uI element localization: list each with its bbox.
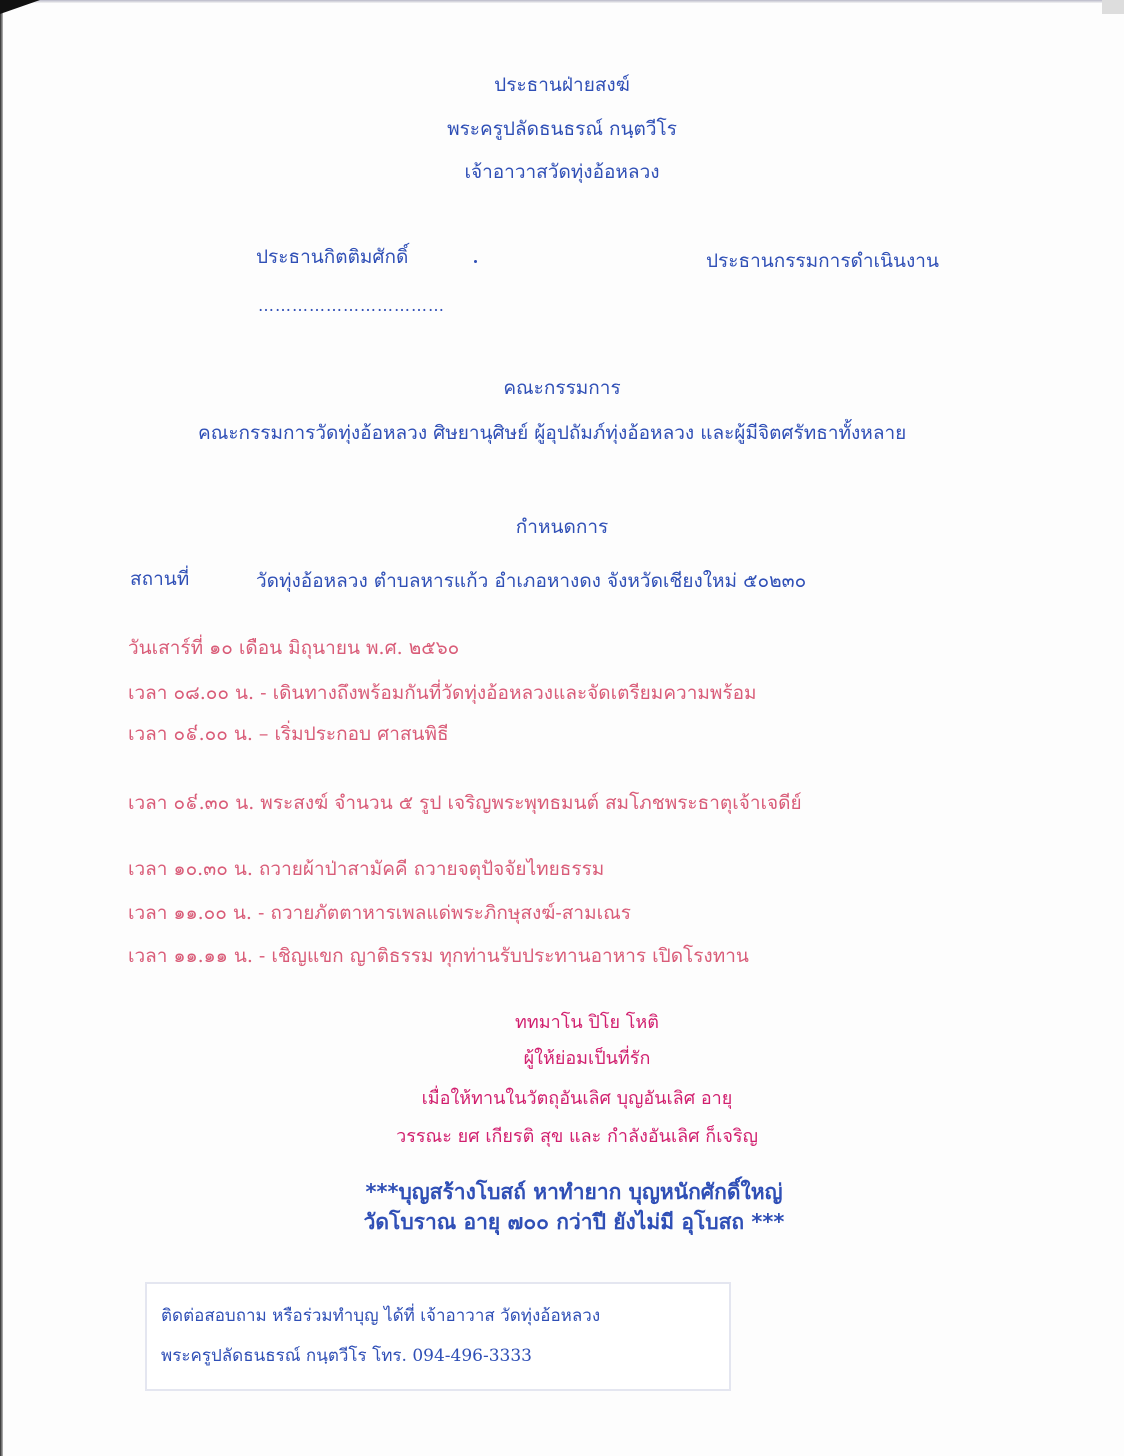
committee-title: คณะกรรมการ <box>503 377 621 399</box>
scan-shadow-left <box>0 0 3 1456</box>
schedule-item: เวลา ๑๑.๐๐ น. - ถวายภัตตาหารเพลแด่พระภิกษุสงฆ์-สามเณร <box>128 902 631 924</box>
verse-line-2: ผู้ให้ย่อมเป็นที่รัก <box>523 1048 651 1069</box>
verse-line-4: วรรณะ ยศ เกียรติ สุข และ กำลังอันเลิศ ก็เจริญ <box>396 1126 758 1147</box>
event-date: วันเสาร์ที่ ๑๐ เดือน มิถุนายน พ.ศ. ๒๕๖๐ <box>128 637 460 659</box>
honorary-chair-title: ประธานกิตติมศักดิ์ <box>256 246 409 268</box>
scan-corner-mark <box>0 0 40 14</box>
verse-line-3: เมื่อให้ทานในวัตถุอันเลิศ บุญอันเลิศ อายุ <box>421 1088 733 1109</box>
schedule-item: เวลา ๐๘.๐๐ น. - เดินทางถึงพร้อมกันที่วัดทุ่งอ้อหลวงและจัดเตรียมความพร้อม <box>128 682 757 704</box>
appeal-line-2: วัดโบราณ อายุ ๗๐๐ กว่าปี ยังไม่มี อุโบสถ *** <box>363 1210 785 1234</box>
sangha-chair-name: พระครูปลัดธนธรณ์ กนฺตวีโร <box>447 118 677 140</box>
schedule-item: เวลา ๑๑.๑๑ น. - เชิญแขก ญาติธรรม ทุกท่านรับประทานอาหาร เปิดโรงทาน <box>128 945 749 967</box>
schedule-title: กำหนดการ <box>515 516 609 538</box>
contact-box <box>145 1282 731 1391</box>
contact-line-2: พระครูปลัดธนธรณ์ กนฺตวีโร โทร. 094-496-3333 <box>161 1346 532 1366</box>
verse-line-1: ททมาโน ปิโย โหติ <box>515 1012 659 1033</box>
scan-shadow-top <box>0 0 1124 3</box>
operations-chair-title: ประธานกรรมการดำเนินงาน <box>706 250 939 272</box>
honorary-name-blank: …………………………… <box>258 296 445 315</box>
venue-label: สถานที่ <box>130 568 190 590</box>
schedule-item: เวลา ๐៩.๓๐ น. พระสงฆ์ จำนวน ๕ รูป เจริญพระพุทธมนต์ สมโภชพระธาตุเจ้าเจดีย์ <box>128 792 802 814</box>
schedule-item: เวลา ๐៩.๐๐ น. – เริ่มประกอบ ศาสนพิธี <box>128 723 449 745</box>
venue-value: วัดทุ่งอ้อหลวง ตำบลหารแก้ว อำเภอหางดง จังหวัดเชียงใหม่ ๕๐๒๓๐ <box>256 570 807 592</box>
contact-line-1: ติดต่อสอบถาม หรือร่วมทำบุญ ได้ที่ เจ้าอาวาส วัดทุ่งอ้อหลวง <box>161 1306 601 1326</box>
schedule-item: เวลา ๑๐.๓๐ น. ถวายผ้าป่าสามัคคี ถวายจตุปัจจัยไทยธรรม <box>128 858 605 880</box>
appeal-line-1: ***บุญสร้างโบสถ์ หาทำยาก บุญหนักศักดิ์ใหญ่ <box>365 1180 783 1204</box>
stray-mark <box>474 260 477 263</box>
scan-corner-mark-right <box>1102 0 1124 14</box>
sangha-chair-position: เจ้าอาวาสวัดทุ่งอ้อหลวง <box>464 161 660 183</box>
sangha-chair-title: ประธานฝ่ายสงฆ์ <box>494 74 630 96</box>
committee-members: คณะกรรมการวัดทุ่งอ้อหลวง ศิษยานุศิษย์ ผู้อุปถัมภ์ทุ่งอ้อหลวง และผู้มีจิตศรัทธาทั้งหลาย <box>198 422 907 444</box>
